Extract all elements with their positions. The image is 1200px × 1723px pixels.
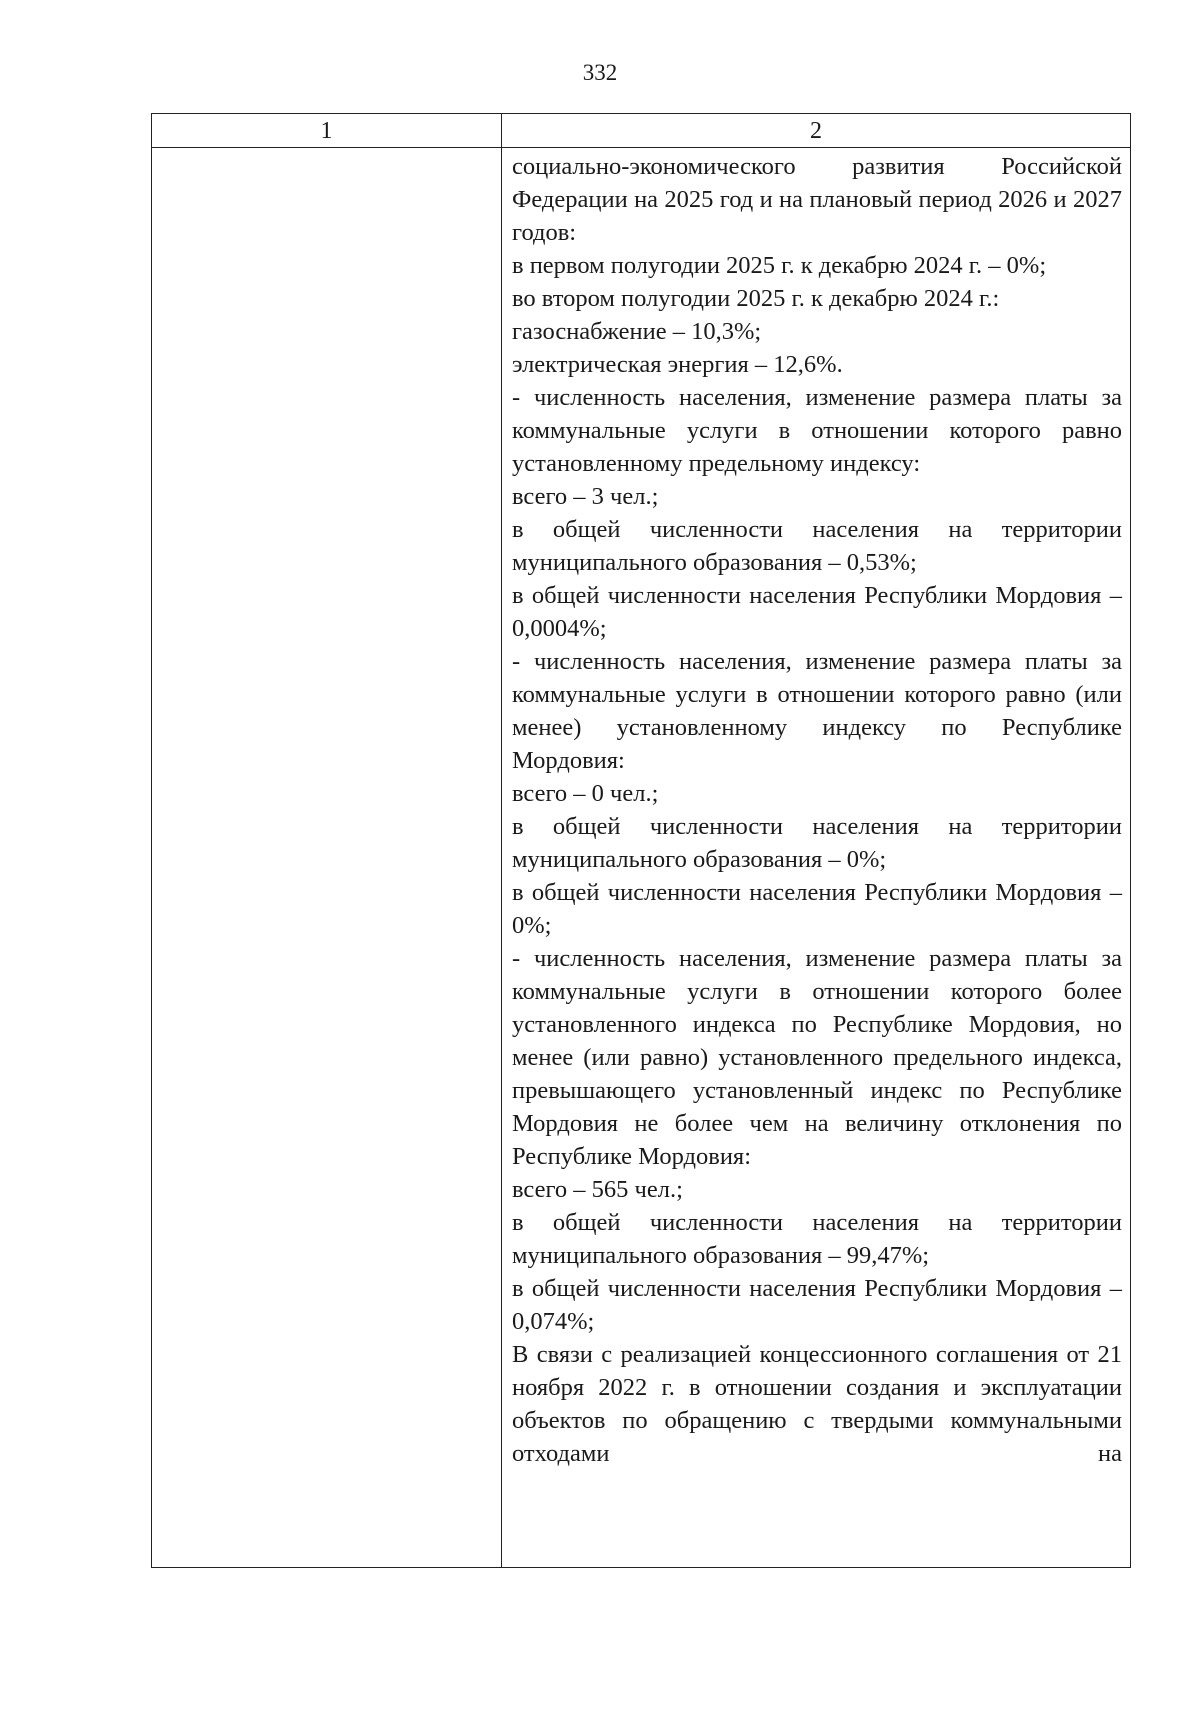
paragraph-municipal-share-053: в общей численности населения на территории муниципального образования – 0,53%; — [512, 516, 1122, 576]
paragraph-population-equal-limit: - численность населения, изменение размера платы за коммунальные услуги в отношении которого равно установленному предельному индексу: — [512, 384, 1122, 477]
paragraph-republic-share-00004: в общей численности населения Республики Мордовия – 0,0004%; — [512, 582, 1122, 642]
column-2-cell — [512, 150, 1122, 1470]
paragraph-total-565: всего – 565 чел.; — [512, 1176, 683, 1203]
column-header-1: 1 — [320, 118, 333, 144]
paragraph-context: социально-экономического развития Российской Федерации на 2025 год и на плановый период 2026 и 2027 годов: — [512, 153, 1122, 246]
paragraph-first-half-year: в первом полугодии 2025 г. к декабрю 2024 г. – 0%; — [512, 252, 1047, 279]
paragraph-gas-supply: газоснабжение – 10,3%; — [512, 318, 762, 345]
paragraph-republic-share-0: в общей численности населения Республики Мордовия – 0%; — [512, 879, 1122, 939]
paragraph-total-3: всего – 3 чел.; — [512, 483, 659, 510]
paragraph-electric-energy: электрическая энергия – 12,6%. — [512, 351, 843, 378]
page-number: 332 — [582, 60, 618, 85]
paragraph-municipal-share-0: в общей численности населения на территории муниципального образования – 0%; — [512, 813, 1122, 873]
document-table — [151, 113, 1131, 1568]
paragraph-population-above-index: - численность населения, изменение размера платы за коммунальные услуги в отношении которого более установленного индекса по Республике Мордовия, но менее (или равно) установленного предельного индекса, превышающего установленный индекс по Республике Мордовия не более чем на величину отклонения по Республике Мордовия: — [512, 945, 1122, 1170]
column-divider — [501, 114, 502, 1567]
paragraph-population-equal-or-less: - численность населения, изменение размера платы за коммунальные услуги в отношении которого равно (или менее) установленному индексу по Республике Мордовия: — [512, 648, 1122, 774]
paragraph-concession-agreement: В связи с реализацией концессионного соглашения от 21 ноября 2022 г. в отношении создания и эксплуатации объектов по обращению с твердыми коммунальными отходами на — [512, 1341, 1122, 1467]
paragraph-second-half-year: во втором полугодии 2025 г. к декабрю 2024 г.: — [512, 285, 1000, 312]
header-row-divider — [152, 147, 1130, 148]
column-header-2: 2 — [810, 118, 822, 144]
paragraph-republic-share-0074: в общей численности населения Республики Мордовия – 0,074%; — [512, 1275, 1122, 1335]
paragraph-total-0: всего – 0 чел.; — [512, 780, 659, 807]
paragraph-municipal-share-9947: в общей численности населения на территории муниципального образования – 99,47%; — [512, 1209, 1122, 1269]
